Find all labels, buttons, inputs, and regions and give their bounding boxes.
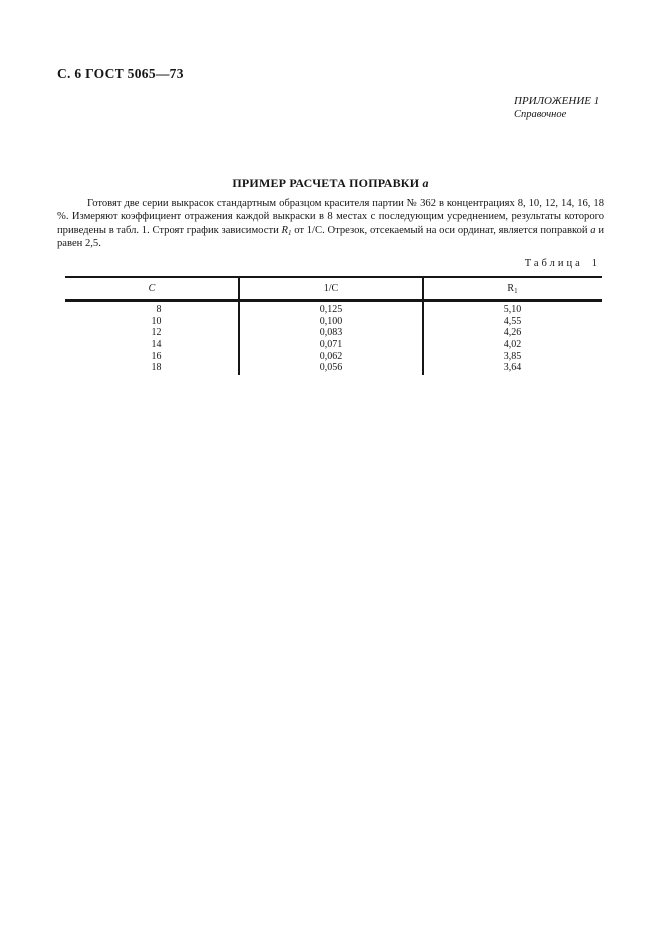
appendix-title: ПРИЛОЖЕНИЕ 1: [514, 95, 600, 107]
table-row: [65, 350, 602, 362]
cell-r1: 4,02: [503, 339, 522, 351]
cell-inv-c: 0,062: [319, 350, 343, 362]
table-caption-label: Таблица: [524, 258, 583, 269]
cell-inv-c: 0,071: [319, 339, 343, 351]
col-header-inverse-concentration: 1/С: [323, 283, 339, 294]
appendix-subtitle: Справочное: [514, 109, 567, 120]
cell-inv-c: 0,100: [319, 315, 343, 327]
col-header-concentration: С: [148, 283, 156, 294]
section-title: [0, 176, 661, 191]
cell-inv-c: 0,125: [319, 304, 343, 316]
correction-symbol: а: [422, 176, 429, 190]
data-table: [65, 276, 602, 374]
cell-c: 16: [151, 350, 162, 362]
section-title-text: ПРИМЕР РАСЧЕТА ПОПРАВКИ: [232, 176, 420, 190]
cell-c: 10: [151, 315, 162, 327]
table-row: [65, 362, 602, 374]
body-paragraph: [57, 197, 604, 251]
table-column-divider: [422, 278, 424, 375]
cell-r1: 3,64: [503, 362, 522, 374]
table-row: [65, 339, 602, 351]
appendix-block: [514, 95, 599, 121]
table-row: [65, 327, 602, 339]
cell-c: 8: [156, 304, 162, 316]
cell-inv-c: 0,056: [319, 362, 343, 374]
table-body: [65, 302, 602, 374]
table-caption: [525, 258, 597, 269]
cell-c: 18: [151, 362, 162, 374]
r1-symbol: $R_1$: [281, 224, 292, 237]
cell-r1: 5,10: [503, 304, 522, 316]
paragraph-text-2: от 1/С. Отрезок, отсекаемый на оси ординат, является поправкой: [291, 224, 591, 236]
cell-c: 14: [151, 339, 162, 351]
paragraph-text-3: и равен 2,5.: [57, 224, 604, 250]
table-caption-number: 1: [591, 258, 597, 269]
a-symbol: а: [590, 224, 596, 236]
cell-r1: 3,85: [503, 350, 522, 362]
table-row: [65, 304, 602, 316]
cell-r1: 4,55: [503, 315, 522, 327]
cell-c: 12: [151, 327, 162, 339]
cell-inv-c: 0,083: [319, 327, 343, 339]
table-row: [65, 316, 602, 328]
table-column-divider: [238, 278, 240, 375]
table-header-row: [65, 278, 602, 299]
page-number-header: С. 6 ГОСТ 5065—73: [57, 66, 184, 81]
paragraph-text-1: Готовят две серии выкрасок стандартным образцом красителя партии № 362 в концентрациях 8, 10, 12, 14, 16, 18 %. Измеряют коэффициент отражения каждой выкраски в 8 местах с последующим усреднением, результаты которого приведены в табл. 1. Строят график зависимости: [57, 198, 604, 236]
col-header-reflectance: $R_1$: [507, 283, 518, 295]
cell-r1: 4,26: [503, 327, 522, 339]
